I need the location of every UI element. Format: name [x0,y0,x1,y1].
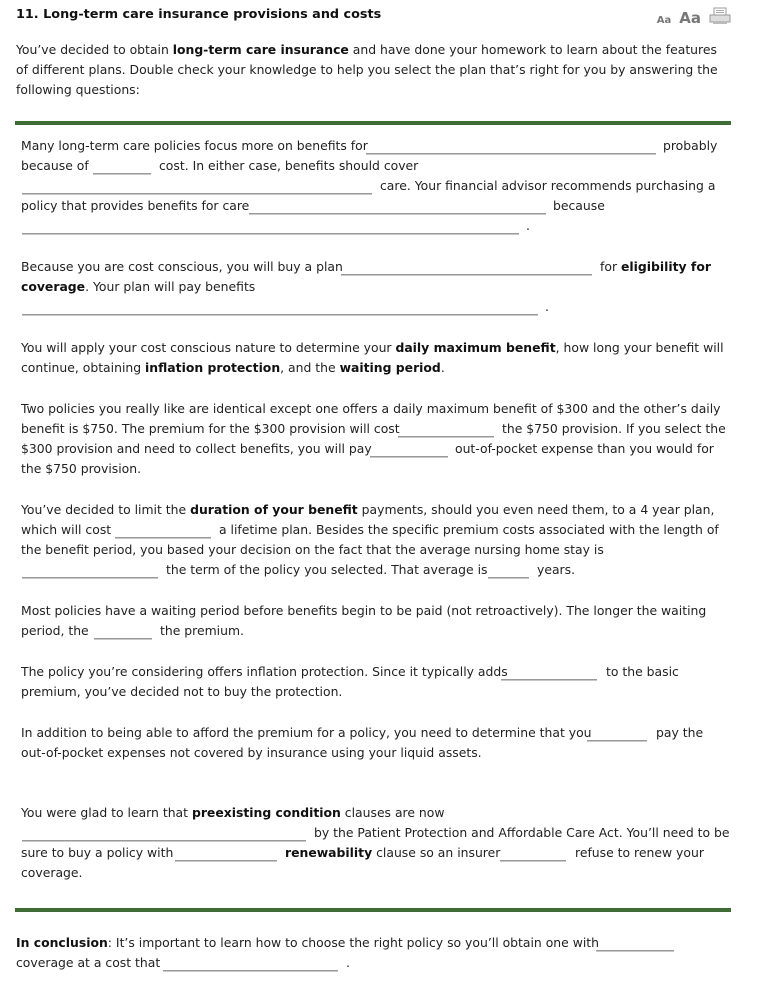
blank-renewability-type[interactable] [175,860,277,862]
blank-premium-comparison[interactable] [398,436,494,438]
section-divider-bottom [15,908,731,912]
print-icon[interactable] [709,7,731,31]
blank-duration-cost[interactable] [115,537,211,539]
question-title: 11. Long-term care insurance provisions and costs [16,7,382,22]
blank-reason[interactable] [22,233,519,235]
blank-premium-effect[interactable] [94,638,152,640]
blank-average-years[interactable] [488,577,529,579]
text-tools [657,5,731,31]
blank-care-provided[interactable] [249,213,546,215]
blank-benefits-focus[interactable] [366,153,656,155]
blank-out-of-pocket[interactable] [370,456,448,458]
blank-ability[interactable] [587,740,647,742]
blank-cost-quality[interactable] [163,970,338,972]
blank-care-type[interactable] [22,193,372,195]
blank-cost[interactable] [93,173,151,175]
blank-coverage-quality[interactable] [596,950,674,952]
blank-plan-type[interactable] [341,274,592,276]
blank-stay-comparison[interactable] [22,577,158,579]
blank-preexisting-status[interactable] [22,840,306,842]
intro-paragraph: You’ve decided to obtain long-term care insurance and have done your homework to learn about the features of different plans. Double check your knowledge to help you select the plan that’s right for you by answering the following questions: [16,42,718,97]
text-size-large-button[interactable]: Aa [679,9,701,27]
blank-insurer-ability[interactable] [500,860,566,862]
text-size-small-button[interactable]: Aa [656,15,672,26]
section-divider-top [15,121,731,125]
blank-inflation-cost[interactable] [501,679,597,681]
blank-benefit-payment[interactable] [22,314,538,316]
